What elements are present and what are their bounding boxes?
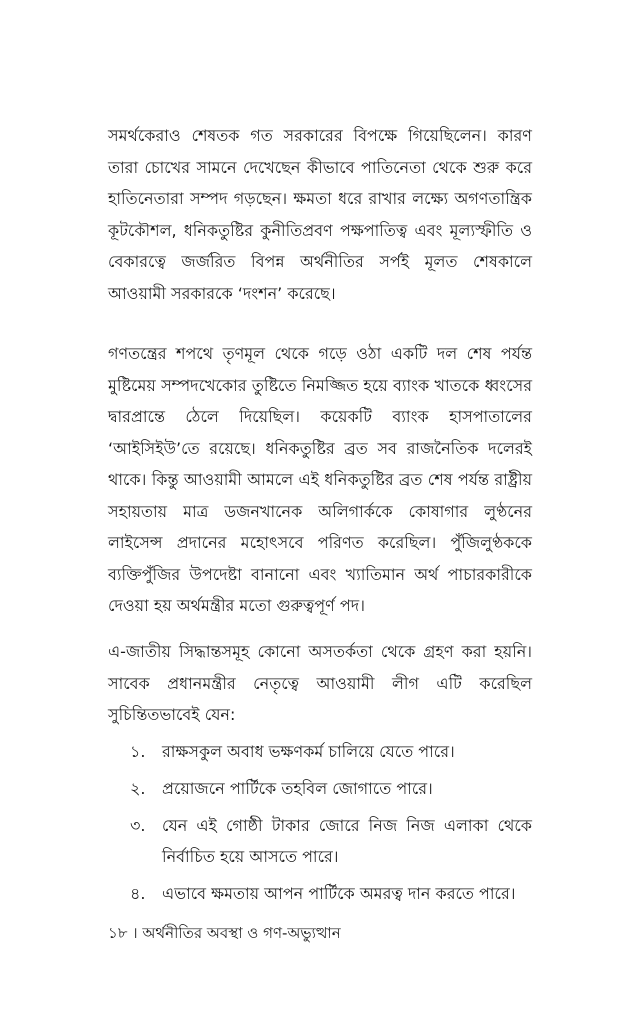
list-item-number: ৪. <box>130 884 146 903</box>
list-item <box>130 736 532 767</box>
book-title: অর্থনীতির অবস্থা ও গণ-অভ্যুত্থান <box>142 924 341 942</box>
list-item <box>130 773 532 804</box>
list-item-text: যেন এই গোষ্ঠী টাকার জোরে নিজ নিজ এলাকা থেকে নির্বাচিত হয়ে আসতে পারে। <box>162 816 532 866</box>
body-paragraph-3: এ-জাতীয় সিদ্ধান্তসমূহ কোনো অসতর্কতা থেকে গ্রহণ করা হয়নি। সাবেক প্রধানমন্ত্রীর নেতৃত্বে আওয়ামী লীগ এটি করেছিল সুচিন্তিতভাবেই যেন: <box>108 642 532 724</box>
list-item-number: ৩. <box>130 816 146 835</box>
body-paragraph-1: সমর্থকেরাও শেষতক গত সরকারের বিপক্ষে গিয়েছিলেন। কারণ তারা চোখের সামনে দেখেছেন কীভাবে পাতিনেতা থেকে শুরু করে হাতিনেতারা সম্পদ গড়ছেন। ক্ষমতা ধরে রাখার লক্ষ্যে অগণতান্ত্রিক কূটকৌশল, ধনিকতুষ্টির কুনীতিপ্রবণ পক্ষপাতিত্ব এবং মূল্যস্ফীতি ও বেকারত্বে জর্জরিত বিপন্ন অর্থনীতির সর্পই মূলত শেষকালে আওয়ামী সরকারকে ‘দংশন’ করেছে। <box>108 126 532 303</box>
list-item-text: প্রয়োজনে পার্টিকে তহবিল জোগাতে পারে। <box>162 779 433 798</box>
page-footer <box>108 922 341 944</box>
list-item <box>130 878 532 909</box>
numbered-list <box>130 736 532 915</box>
body-paragraph-2: গণতন্ত্রের শপথে তৃণমূল থেকে গড়ে ওঠা একটি দল শেষ পর্যন্ত মুষ্টিমেয় সম্পদখেকোর তুষ্টিতে নিমজ্জিত হয়ে ব্যাংক খাতকে ধ্বংসের দ্বারপ্রান্তে ঠেলে দিয়েছিল। কয়েকটি ব্যাংক হাসপাতালের ‘আইসিইউ’তে রয়েছে। ধনিকতুষ্টির ব্রত সব রাজনৈতিক দলেরই থাকে। কিন্তু আওয়ামী আমলে এই ধনিকতুষ্টির ব্রত শেষ পর্যন্ত রাষ্ট্রীয় সহায়তায় মাত্র ডজনখানেক অলিগার্ককে কোষাগার লুণ্ঠনের লাইসেন্স প্রদানের মহোৎসবে পরিণত করেছিল। পুঁজিলুণ্ঠককে ব্যক্তিপুঁজির উপদেষ্টা বানানো এবং খ্যাতিমান অর্থ পাচারকারীকে দেওয়া হয় অর্থমন্ত্রীর মতো গুরুত্বপূর্ণ পদ। <box>108 344 532 615</box>
list-item-number: ২. <box>130 779 146 798</box>
list-item-text: এভাবে ক্ষমতায় আপন পার্টিকে অমরত্ব দান করতে পারে। <box>162 884 516 903</box>
list-item-text: রাক্ষসকুল অবাধ ভক্ষণকর্ম চালিয়ে যেতে পারে। <box>162 742 455 761</box>
list-item <box>130 810 532 872</box>
list-item-number: ১. <box>130 742 146 761</box>
footer-separator: । <box>132 924 138 942</box>
page-number: ১৮ <box>108 924 128 942</box>
